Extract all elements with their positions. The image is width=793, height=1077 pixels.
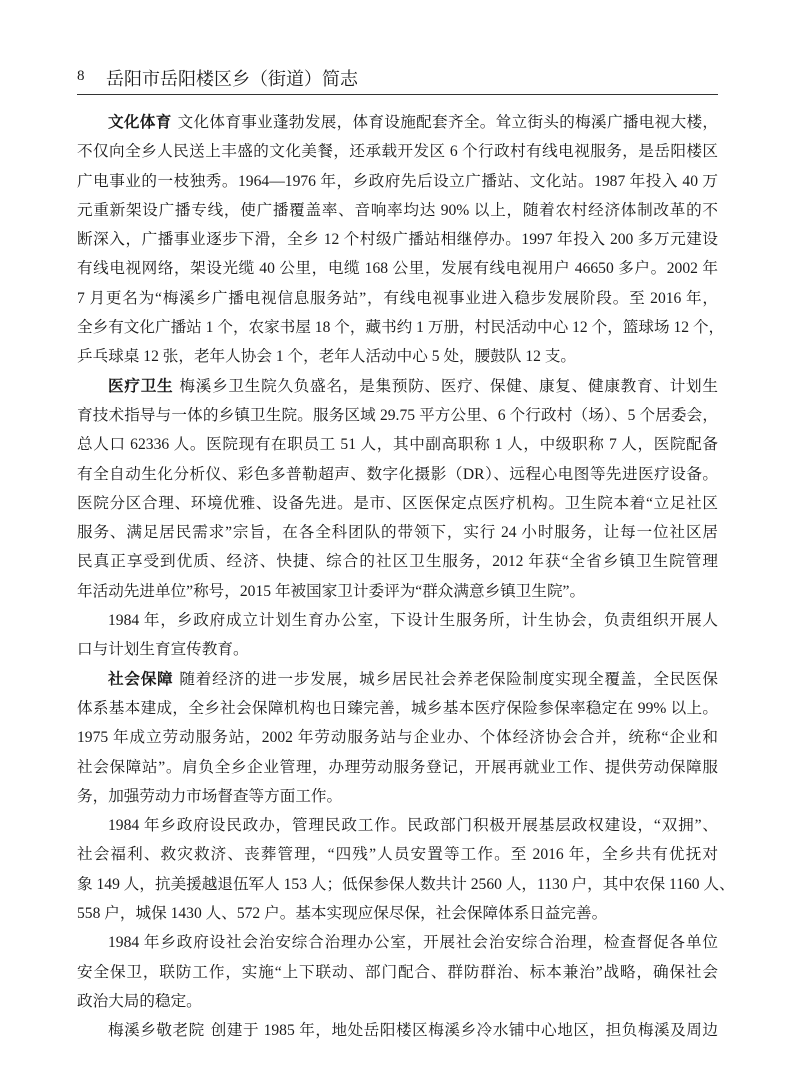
text-line [77, 753, 718, 782]
paragraph [77, 665, 718, 811]
line-text: 口与计划生育宣传教育。 [77, 641, 249, 659]
section-heading: 文化体育 [108, 113, 172, 131]
text-line [77, 489, 718, 518]
line-text: 象 149 人，抗美援越退伍军人 153 人；低保参保人数共计 2560 人，1130 户，其中农保 1160 人、 [77, 875, 735, 893]
text-line [77, 137, 718, 166]
paragraph [77, 108, 725, 372]
text-line [77, 313, 725, 342]
line-text: 体系基本建成，全乡社会保障机构也日臻完善，城乡基本医疗保险参保率稳定在 99% 以上。 [77, 699, 718, 717]
line-text: 乒乓球桌 12 张，老年人协会 1 个，老年人活动中心 5 处，腰鼓队 12 支。 [77, 348, 577, 366]
text-line [77, 225, 718, 254]
page-body [77, 108, 735, 1046]
line-text: 医院分区合理、环境优雅、设备先进。是市、区医保定点医疗机构。卫生院本着“立足社区 [77, 494, 718, 512]
text-line [77, 401, 718, 430]
text-line [77, 518, 718, 547]
text-line [77, 196, 718, 225]
paragraph [77, 606, 718, 665]
text-line [77, 840, 718, 869]
line-text: 1984 年，乡政府成立计划生育办公室，下设计生服务所，计生协会，负责组织开展人 [108, 612, 718, 630]
line-text: 育技术指导与一体的乡镇卫生院。服务区域 29.75 平方公里、6 个行政村（场）、5 个居委会， [77, 406, 718, 424]
paragraph [77, 372, 718, 606]
line-text: 有全自动生化分析仪、彩色多普勒超声、数字化摄影（DR）、远程心电图等先进医疗设备。 [77, 465, 718, 483]
text-line [77, 460, 718, 489]
line-text: 文化体育事业蓬勃发展，体育设施配套齐全。耸立街头的梅溪广播电视大楼， [177, 114, 718, 131]
section-heading: 医疗卫生 [108, 376, 174, 395]
line-text: 社会保障站”。肩负全乡企业管理，办理劳动服务登记，开展再就业工作、提供劳动保障服 [77, 758, 718, 776]
line-text: 务，加强劳动力市场督查等方面工作。 [77, 787, 343, 805]
text-line [77, 167, 718, 196]
line-text: 不仅向全乡人民送上丰盛的文化美餐，还承载开发区 6 个行政村有线电视服务，是岳阳楼区 [77, 143, 718, 161]
line-text: 1975 年成立劳动服务站，2002 年劳动服务站与企业办、个体经济协会合并，统称“企业和 [77, 729, 718, 747]
line-text: 年活动先进单位”称号，2015 年被国家卫计委评为“群众满意乡镇卫生院”。 [77, 582, 586, 600]
line-text: 全乡有文化广播站 1 个，农家书屋 18 个，藏书约 1 万册，村民活动中心 12 个，篮球场 12 个， [77, 319, 725, 337]
text-line [77, 1016, 718, 1045]
line-text: 政治大局的稳定。 [77, 992, 202, 1010]
line-text: 梅溪乡卫生院久负盛名，是集预防、医疗、保健、康复、健康教育、计划生 [179, 377, 718, 395]
line-text: 广电事业的一枝独秀。1964—1976 年，乡政府先后设立广播站、文化站。1987 年投入 40 万 [77, 172, 718, 190]
line-text: 服务、满足居民需求”宗旨，在各全科团队的带领下，实行 24 小时服务，让每一位社区居 [77, 524, 718, 542]
text-line [77, 108, 718, 137]
text-line [77, 635, 718, 664]
paragraph [77, 1016, 718, 1045]
text-line [77, 342, 718, 371]
text-line [77, 284, 718, 313]
line-text: 社会福利、救灾救济、丧葬管理，“四残”人员安置等工作。至 2016 年，全乡共有优抚对 [77, 846, 718, 864]
paragraph [77, 928, 718, 1016]
line-text: 有线电视网络，架设光缆 40 公里，电缆 168 公里，发展有线电视用户 46650 多户。2002 年 [77, 260, 718, 278]
section-heading: 社会保障 [108, 669, 174, 688]
line-text: 7 月更名为“梅溪乡广播电视信息服务站”，有线电视事业进入稳步发展阶段。至 2016 年， [77, 289, 718, 307]
line-text: 断深入，广播事业逐步下滑，全乡 12 个村级广播站相继停办。1997 年投入 200 多万元建设 [77, 231, 718, 249]
text-line [77, 723, 718, 752]
text-line [77, 547, 718, 576]
paragraph [77, 811, 735, 928]
text-line [77, 254, 718, 283]
section-heading: 梅溪乡敬老院 [108, 1022, 205, 1040]
text-line [77, 870, 735, 899]
text-line [77, 811, 718, 840]
running-header [77, 62, 718, 95]
text-line [77, 372, 718, 401]
line-text: 1984 年乡政府设社会治安综合治理办公室，开展社会治安综合治理，检查督促各单位 [108, 934, 718, 952]
page-number: 8 [77, 68, 85, 84]
line-text: 随着经济的进一步发展，城乡居民社会养老保险制度实现全覆盖，全民医保 [179, 670, 718, 688]
text-line [77, 987, 718, 1016]
text-line [77, 928, 718, 957]
text-line [77, 665, 718, 694]
text-line [77, 782, 718, 811]
line-text: 民真正享受到优质、经济、快捷、综合的社区卫生服务，2012 年获“全省乡镇卫生院管理 [77, 553, 718, 571]
line-text: 总人口 62336 人。医院现有在职员工 51 人，其中副高职称 1 人，中级职称 7 人，医院配备 [77, 436, 718, 454]
text-line [77, 577, 718, 606]
line-text: 元重新架设广播专线，使广播覆盖率、音响率均达 90% 以上，随着农村经济体制改革的不 [77, 201, 718, 219]
line-text: 安全保卫，联防工作，实施“上下联动、部门配合、群防群治、标本兼治”战略，确保社会 [77, 963, 718, 981]
line-text: 1984 年乡政府设民政办，管理民政工作。民政部门积极开展基层政权建设，“双拥”、 [108, 817, 718, 835]
text-line [77, 430, 718, 459]
line-text: 创建于 1985 年，地处岳阳楼区梅溪乡冷水铺中心地区，担负梅溪及周边 [210, 1022, 718, 1040]
line-text: 558 户，城保 1430 人、572 户。基本实现应保尽保，社会保障体系日益完善。 [77, 905, 608, 923]
text-line [77, 606, 718, 635]
text-line [77, 694, 718, 723]
text-line [77, 958, 718, 987]
text-line [77, 899, 718, 928]
book-title: 岳阳市岳阳楼区乡（街道）简志 [106, 69, 358, 90]
